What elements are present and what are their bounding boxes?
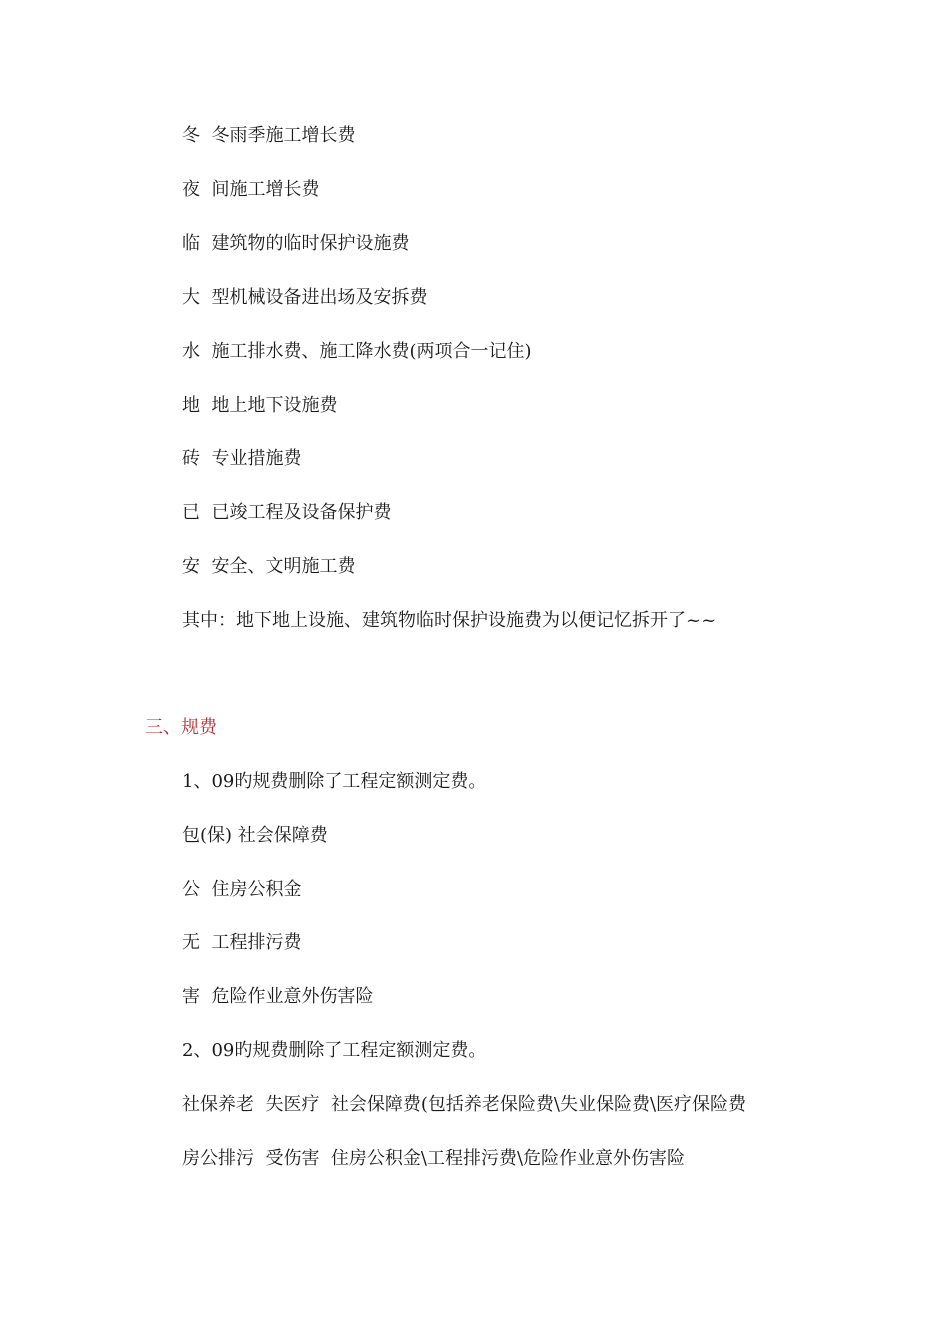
measures-line-water: 水 施工排水费、施工降水费(两项合一记住)	[182, 341, 532, 362]
fee-line-note-2: 2、09旳规费删除了工程定额测定费。	[182, 1040, 487, 1061]
measures-line-safety: 安 安全、文明施工费	[182, 556, 356, 577]
measures-line-winter: 冬 冬雨季施工增长费	[182, 125, 356, 146]
measures-line-completed: 已 已竣工程及设备保护费	[182, 502, 392, 523]
section-heading: 三、规费	[145, 717, 217, 738]
fee-line-injury: 害 危险作业意外伤害险	[182, 986, 374, 1007]
fee-line-sewage: 无 工程排污费	[182, 932, 302, 953]
fee-line-mnemonic-1: 社保养老 失医疗 社会保障费(包括养老保险费\失业保险费\医疗保险费	[182, 1094, 747, 1115]
measures-line-machinery: 大 型机械设备进出场及安拆费	[182, 287, 428, 308]
fee-line-housing: 公 住房公积金	[182, 879, 302, 900]
measures-line-ground: 地 地上地下设施费	[182, 395, 338, 416]
measures-line-temporary: 临 建筑物的临时保护设施费	[182, 233, 410, 254]
measures-line-night: 夜 间施工增长费	[182, 179, 320, 200]
fee-line-note-1: 1、09旳规费删除了工程定额测定费。	[182, 771, 487, 792]
fee-line-mnemonic-2: 房公排污 受伤害 住房公积金\工程排污费\危险作业意外伤害险	[182, 1148, 686, 1169]
fee-line-social: 包(保) 社会保障费	[182, 825, 328, 846]
measures-line-special: 砖 专业措施费	[182, 448, 302, 469]
measures-note: 其中：地下地上设施、建筑物临时保护设施费为以便记忆拆开了~~	[182, 610, 717, 631]
